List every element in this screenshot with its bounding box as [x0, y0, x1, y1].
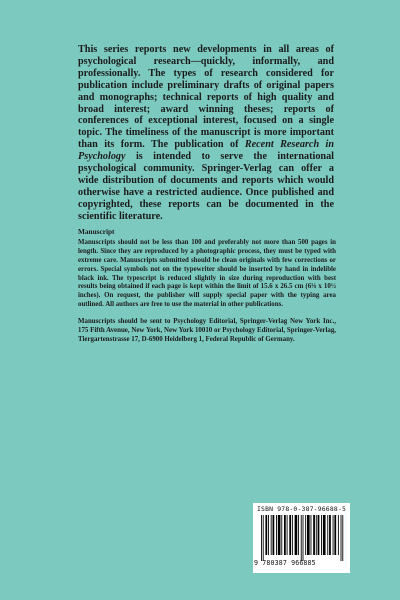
- isbn-number: ISBN 978-0-387-96688-5: [257, 505, 347, 513]
- barcode-icon: [261, 515, 345, 561]
- series-description-text-2: is intended to serve the international psychological community. Springer-Verlag can offer a wide distribution of documents and reports which would otherwise have a restricted audience. Once published and copyrighted, these reports can be documented in the scientific literature.: [78, 151, 334, 222]
- manuscript-section: [78, 228, 336, 345]
- series-title: Recent Research in Psychology: [78, 139, 334, 163]
- manuscript-address: Manuscripts should be sent to Psychology Editorial, Springer-Verlag New York Inc., 175 Fifth Avenue, New York, New York 10010 or Psychology Editorial, Springer-Verlag, Tiergartenstrasse 17, D-6900 Heidelberg 1, Federal Republic of Germany.: [78, 318, 336, 343]
- barcode-label: [253, 503, 350, 573]
- barcode-number: 9 780387 966885: [254, 559, 316, 567]
- manuscript-instructions: Manuscripts should not be less than 100 and preferably not more than 500 pages in length. Since they are reproduced by a photographic process, they must be typed with extreme care. Manuscripts submitted should be clean originals with few corrections or errors. Special symbols not on the typewriter should be inserted by hand in indelible black ink. The typescript is reduced slightly in size during reproduction with best results being obtained if each page is kept within the limit of 15.6 x 26.5 cm (6⅛ x 10½ inches). On request, the publisher will supply special paper with the typing area outlined. All authors are free to use the material in other publications.: [78, 238, 336, 309]
- series-description: [78, 44, 334, 223]
- series-description-text-1: This series reports new developments in all areas of psychological research—quickly, informally, and professionally. The types of research considered for publication include preliminary drafts of original papers and monographs; technical reports of high quality and broad interest; award winning theses; reports of conferences of exceptional interest, focused on a single topic. The timeliness of the manuscript is more important than its form. The publication of: [78, 44, 334, 151]
- manuscript-heading: Manuscript: [78, 227, 115, 236]
